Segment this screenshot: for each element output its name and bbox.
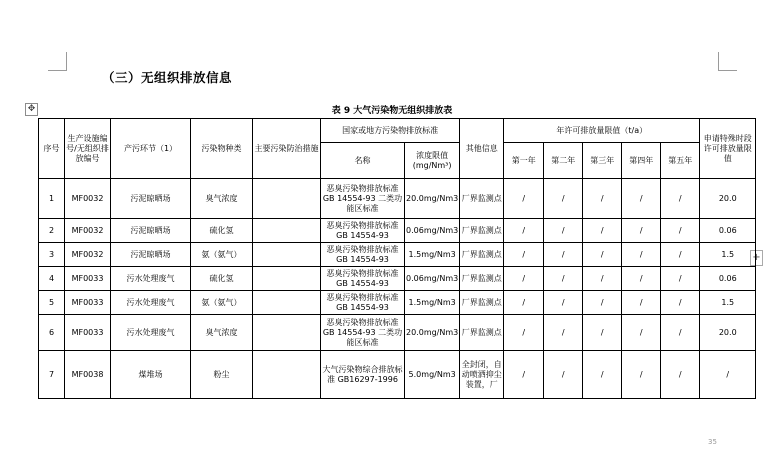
- cell-standard-name: 恶臭污染物排放标准 GB 14554-93: [321, 243, 405, 267]
- cell-conc-limit: 1.5mg/Nm3: [405, 243, 460, 267]
- cell-measures: [253, 179, 321, 219]
- cell-year4: /: [622, 291, 661, 315]
- cell-year5: /: [661, 219, 700, 243]
- cell-seq: 7: [39, 351, 65, 399]
- table-move-handle-icon[interactable]: ✥: [25, 103, 38, 116]
- cell-pollutant: 硫化氢: [191, 267, 253, 291]
- cell-seq: 2: [39, 219, 65, 243]
- cell-stage: 污水处理废气: [111, 267, 191, 291]
- cell-facility-id: MF0032: [65, 219, 111, 243]
- header-seq: 序号: [39, 119, 65, 179]
- cell-year4: /: [622, 179, 661, 219]
- cell-year2: /: [544, 315, 583, 351]
- header-year5: 第五年: [661, 143, 700, 179]
- cell-facility-id: MF0038: [65, 351, 111, 399]
- cell-special: /: [700, 351, 756, 399]
- cell-year2: /: [544, 243, 583, 267]
- cell-year1: /: [504, 351, 544, 399]
- cell-standard-name: 大气污染物综合排放标准 GB16297-1996: [321, 351, 405, 399]
- cell-year5: /: [661, 351, 700, 399]
- cell-seq: 6: [39, 315, 65, 351]
- section-heading: （三）无组织排放信息: [102, 70, 233, 85]
- cell-stage: 煤堆场: [111, 351, 191, 399]
- cell-year4: /: [622, 351, 661, 399]
- header-year2: 第二年: [544, 143, 583, 179]
- header-year3: 第三年: [583, 143, 622, 179]
- cell-standard-name: 恶臭污染物排放标准 GB 14554-93: [321, 291, 405, 315]
- cell-standard-name: 恶臭污染物排放标准 GB 14554-93: [321, 267, 405, 291]
- table-caption: 表 9 大气污染物无组织排放表: [331, 106, 453, 116]
- cell-year1: /: [504, 291, 544, 315]
- cell-measures: [253, 351, 321, 399]
- cell-other-info: 厂界监测点: [460, 243, 504, 267]
- table-body: [39, 179, 756, 399]
- cell-stage: 污泥晾晒场: [111, 219, 191, 243]
- cell-other-info: 厂界监测点: [460, 315, 504, 351]
- cell-year1: /: [504, 179, 544, 219]
- header-standard-group: 国家或地方污染物排放标准: [321, 119, 460, 143]
- cell-conc-limit: 20.0mg/Nm3: [405, 179, 460, 219]
- cell-facility-id: MF0033: [65, 315, 111, 351]
- cell-measures: [253, 291, 321, 315]
- cell-conc-limit: 0.06mg/Nm3: [405, 267, 460, 291]
- cell-special: 0.06: [700, 267, 756, 291]
- cell-seq: 3: [39, 243, 65, 267]
- table-row: [39, 179, 756, 219]
- cell-year4: /: [622, 267, 661, 291]
- table-row: [39, 243, 756, 267]
- cell-pollutant: 氨（氨气）: [191, 243, 253, 267]
- cell-pollutant: 粉尘: [191, 351, 253, 399]
- cell-special: 1.5: [700, 243, 756, 267]
- cell-year3: /: [583, 315, 622, 351]
- table-row: [39, 267, 756, 291]
- cell-special: 1.5: [700, 291, 756, 315]
- cell-year4: /: [622, 243, 661, 267]
- cell-year5: /: [661, 179, 700, 219]
- page-corner-mark-top-right: [718, 52, 737, 71]
- cell-stage: 污水处理废气: [111, 291, 191, 315]
- header-stage: 产污环节（1）: [111, 119, 191, 179]
- cell-year2: /: [544, 219, 583, 243]
- cell-measures: [253, 315, 321, 351]
- cell-other-info: 厂界监测点: [460, 179, 504, 219]
- cell-year2: /: [544, 179, 583, 219]
- cell-other-info: 厂界监测点: [460, 267, 504, 291]
- header-facility-id: 生产设施编号/无组织排放编号: [65, 119, 111, 179]
- table-row: [39, 219, 756, 243]
- cell-pollutant: 臭气浓度: [191, 179, 253, 219]
- cell-year3: /: [583, 219, 622, 243]
- table-row: [39, 291, 756, 315]
- cell-other-info: 厂界监测点: [460, 291, 504, 315]
- cell-other-info: 全封闭，自动喷洒抑尘装置，厂: [460, 351, 504, 399]
- cell-year2: /: [544, 291, 583, 315]
- cell-year5: /: [661, 291, 700, 315]
- cell-standard-name: 恶臭污染物排放标准 GB 14554-93 二类功能区标准: [321, 315, 405, 351]
- cell-year5: /: [661, 243, 700, 267]
- cell-other-info: 厂界监测点: [460, 219, 504, 243]
- cell-year4: /: [622, 315, 661, 351]
- cell-year5: /: [661, 267, 700, 291]
- emission-table: [38, 118, 756, 399]
- cell-pollutant: 臭气浓度: [191, 315, 253, 351]
- add-column-icon[interactable]: +: [750, 250, 763, 266]
- cell-year3: /: [583, 179, 622, 219]
- header-pollutant: 污染物种类: [191, 119, 253, 179]
- header-standard-name: 名称: [321, 143, 405, 179]
- cell-year3: /: [583, 267, 622, 291]
- cell-measures: [253, 219, 321, 243]
- cell-special: 0.06: [700, 219, 756, 243]
- cell-facility-id: MF0032: [65, 243, 111, 267]
- cell-special: 20.0: [700, 179, 756, 219]
- cell-measures: [253, 267, 321, 291]
- header-other-info: 其他信息: [460, 119, 504, 179]
- cell-year1: /: [504, 267, 544, 291]
- page-corner-mark-top-left: [48, 52, 67, 71]
- cell-year4: /: [622, 219, 661, 243]
- header-year1: 第一年: [504, 143, 544, 179]
- header-special: 申请特殊时段许可排放量限值: [700, 119, 756, 179]
- page-number: 35: [708, 438, 717, 446]
- cell-seq: 5: [39, 291, 65, 315]
- header-conc-limit: 浓度限值(mg/Nm³): [405, 143, 460, 179]
- cell-year1: /: [504, 219, 544, 243]
- cell-year3: /: [583, 291, 622, 315]
- cell-standard-name: 恶臭污染物排放标准 GB 14554-93 二类功能区标准: [321, 179, 405, 219]
- header-measures: 主要污染防治措施: [253, 119, 321, 179]
- cell-measures: [253, 243, 321, 267]
- cell-year5: /: [661, 315, 700, 351]
- cell-year1: /: [504, 243, 544, 267]
- header-year4: 第四年: [622, 143, 661, 179]
- cell-conc-limit: 5.0mg/Nm3: [405, 351, 460, 399]
- cell-standard-name: 恶臭污染物排放标准 GB 14554-93: [321, 219, 405, 243]
- cell-conc-limit: 20.0mg/Nm3: [405, 315, 460, 351]
- cell-conc-limit: 1.5mg/Nm3: [405, 291, 460, 315]
- cell-seq: 1: [39, 179, 65, 219]
- cell-seq: 4: [39, 267, 65, 291]
- cell-pollutant: 硫化氢: [191, 219, 253, 243]
- cell-stage: 污泥晾晒场: [111, 243, 191, 267]
- cell-pollutant: 氨（氨气）: [191, 291, 253, 315]
- cell-facility-id: MF0032: [65, 179, 111, 219]
- table-row: [39, 315, 756, 351]
- cell-year1: /: [504, 315, 544, 351]
- table-row: [39, 351, 756, 399]
- header-annual-group: 年许可排放量限值（t/a）: [504, 119, 700, 143]
- cell-year2: /: [544, 351, 583, 399]
- cell-year3: /: [583, 351, 622, 399]
- cell-stage: 污泥晾晒场: [111, 179, 191, 219]
- cell-special: 20.0: [700, 315, 756, 351]
- cell-year2: /: [544, 267, 583, 291]
- cell-year3: /: [583, 243, 622, 267]
- cell-conc-limit: 0.06mg/Nm3: [405, 219, 460, 243]
- cell-stage: 污水处理废气: [111, 315, 191, 351]
- cell-facility-id: MF0033: [65, 267, 111, 291]
- cell-facility-id: MF0033: [65, 291, 111, 315]
